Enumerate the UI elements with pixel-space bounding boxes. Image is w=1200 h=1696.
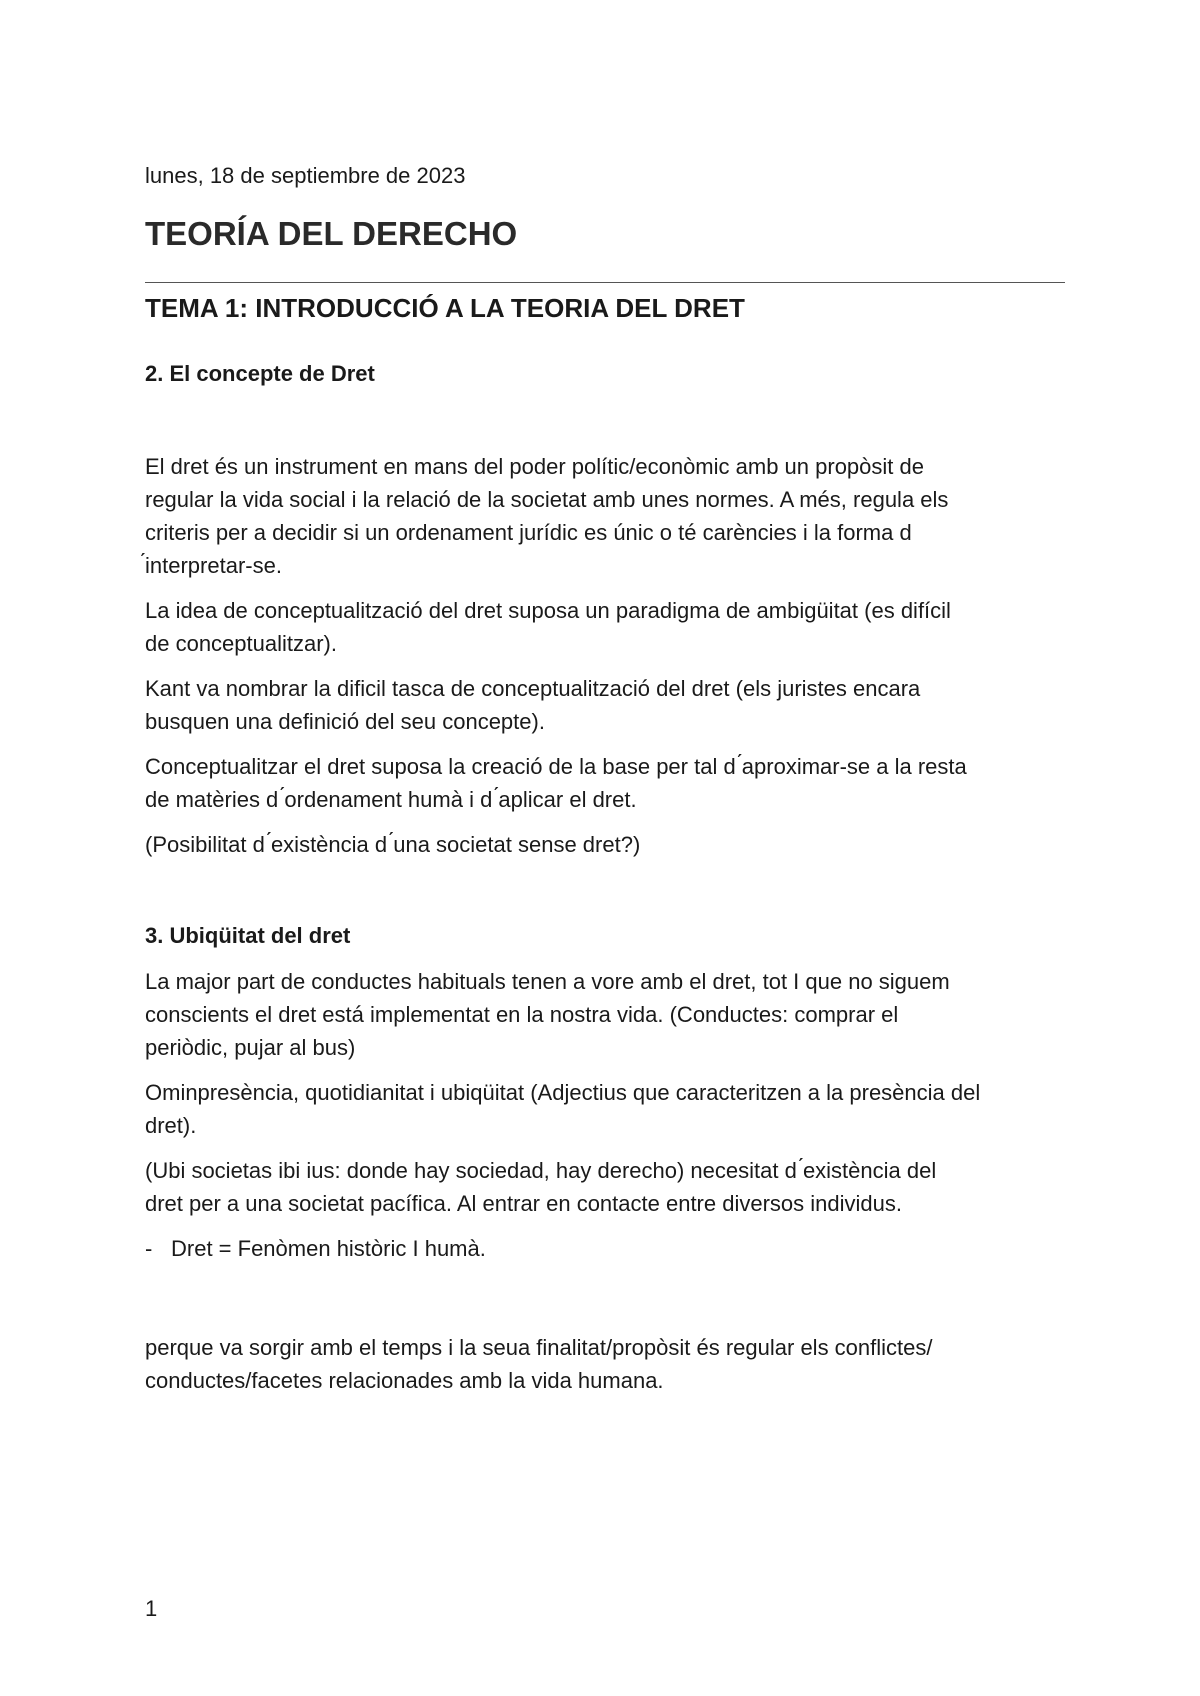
section-3-paragraph-2: Ominpresència, quotidianitat i ubiqüitat (Adjectius que caracteritzen a la presència del dret). xyxy=(145,1080,981,1138)
page-number: 1 xyxy=(145,1596,158,1621)
section-3-paragraph-1: La major part de conductes habituals tenen a vore amb el dret, tot I que no siguem conscients el dret está implementat en la nostra vida. (Conductes: comprar el periòdic, pujar al bus) xyxy=(145,969,950,1060)
section-2-paragraph-5: (Posibilitat d ́existència d ́una societat sense dret?) xyxy=(145,832,641,857)
section-3-paragraph-3: (Ubi societas ibi ius: donde hay sociedad, hay derecho) necesitat d ́existència del dret per a una societat pacífica. Al entrar en contacte entre diversos individus. xyxy=(145,1158,937,1216)
section-2-paragraph-4: Conceptualitzar el dret suposa la creació de la base per tal d ́aproximar-se a la resta de matèries d ́ordenament humà i d ́aplicar el dret. xyxy=(145,754,967,812)
bullet-marker: - xyxy=(145,1236,153,1261)
section-2-heading: 2. El concepte de Dret xyxy=(145,361,375,386)
section-2-paragraph-3: Kant va nombrar la dificil tasca de conceptualització del dret (els juristes encara busquen una definició del seu concepte). xyxy=(145,676,921,734)
closing-paragraph: perque va sorgir amb el temps i la seua finalitat/propòsit és regular els conflictes/ conductes/facetes relacionades amb la vida humana. xyxy=(145,1335,933,1393)
page-content xyxy=(145,160,1065,1397)
document-date: lunes, 18 de septiembre de 2023 xyxy=(145,163,466,188)
section-2-paragraph-2: La idea de conceptualització del dret suposa un paradigma de ambigüitat (es difícil de conceptualitzar). xyxy=(145,598,951,656)
bullet-text: Dret = Fenòmen històric I humà. xyxy=(171,1236,486,1261)
topic-heading: TEMA 1: INTRODUCCIÓ A LA TEORIA DEL DRET xyxy=(145,293,745,323)
title-divider xyxy=(145,282,1065,283)
document-title: TEORÍA DEL DERECHO xyxy=(145,215,518,252)
bullet-item xyxy=(145,1232,1065,1265)
section-3-heading: 3. Ubiqüitat del dret xyxy=(145,923,351,948)
section-2-paragraph-1: El dret és un instrument en mans del poder polític/econòmic amb un propòsit de regular la vida social i la relació de la societat amb unes normes. A més, regula els criteris per a decidir si un ordenament jurídic es únic o té carències i la forma d ́interpretar-se. xyxy=(145,454,949,578)
